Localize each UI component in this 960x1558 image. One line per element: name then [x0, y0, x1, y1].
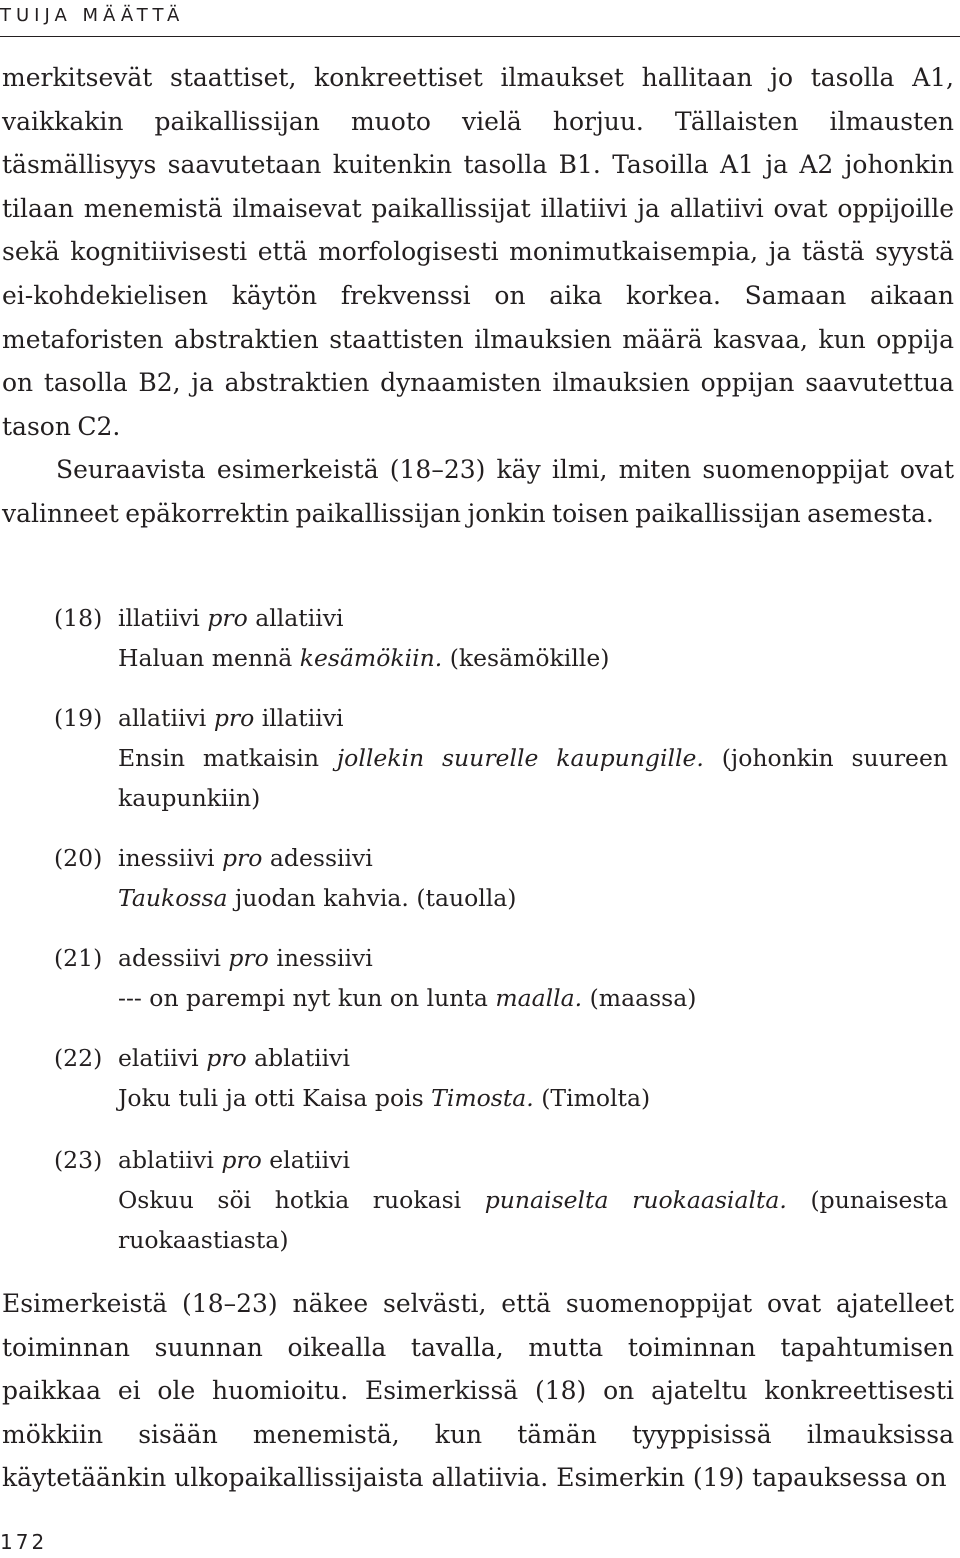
paragraph-examples-lead: Seuraavista esimerkeistä (18–23) käy ilmi, miten suomenoppijat ovat valinneet epäkorrektin paikallissijan jonkin toisen paikallissijan asemesta.	[2, 455, 954, 528]
case-used: inessiivi	[118, 844, 215, 872]
sentence-italic: Taukossa	[118, 884, 228, 912]
sentence-italic: maalla.	[495, 984, 583, 1012]
correction: (punaisesta ruokaastiasta)	[118, 1186, 948, 1254]
case-expected: adessiivi	[269, 844, 373, 872]
header-rule	[0, 36, 960, 37]
correction: (kesämökille)	[442, 644, 610, 672]
example-number: (23)	[54, 1146, 103, 1174]
example-number: (22)	[54, 1044, 103, 1072]
pro-word: pro	[221, 1146, 262, 1174]
pro-word: pro	[206, 1044, 247, 1072]
example-sentence	[118, 878, 948, 918]
case-used: allatiivi	[118, 704, 207, 732]
example-body	[118, 598, 948, 678]
sentence-pre: --- on parempi nyt kun on lunta	[118, 984, 496, 1012]
sentence-post: juodan kahvia.	[227, 884, 409, 912]
example-number: (19)	[54, 704, 103, 732]
sentence-pre: Oskuu söi hotkia ruokasi	[118, 1186, 485, 1214]
sentence-italic: kesämökiin.	[299, 644, 443, 672]
sentence-pre: Ensin matkaisin	[118, 744, 337, 772]
sentence-italic: Timosta.	[431, 1084, 534, 1112]
sentence-italic: jollekin suurelle kaupungille.	[336, 744, 704, 772]
sentence-pre: Haluan mennä	[118, 644, 300, 672]
case-expected: ablatiivi	[254, 1044, 350, 1072]
example-number: (20)	[54, 844, 103, 872]
example-case-line	[118, 598, 948, 638]
correction: (johonkin suureen kaupunkiin)	[118, 744, 949, 812]
example-case-line	[118, 698, 948, 738]
case-used: elatiivi	[118, 1044, 199, 1072]
pro-word: pro	[228, 944, 269, 972]
example-number: (21)	[54, 944, 103, 972]
example-sentence	[118, 1078, 948, 1118]
example-body	[118, 838, 948, 918]
case-expected: allatiivi	[255, 604, 344, 632]
correction: (tauolla)	[408, 884, 517, 912]
sentence-italic: punaiselta ruokaasialta.	[484, 1186, 787, 1214]
pro-word: pro	[222, 844, 263, 872]
example-body	[118, 698, 948, 818]
example-sentence	[118, 638, 948, 678]
case-expected: inessiivi	[276, 944, 373, 972]
example-case-line	[118, 1038, 948, 1078]
example-sentence	[118, 978, 948, 1018]
case-expected: illatiivi	[261, 704, 344, 732]
example-body	[118, 938, 948, 1018]
case-expected: elatiivi	[269, 1146, 350, 1174]
example-sentence	[118, 738, 948, 818]
sentence-pre: Joku tuli ja otti Kaisa pois	[118, 1084, 432, 1112]
correction: (Timolta)	[533, 1084, 651, 1112]
example-case-line	[118, 1140, 948, 1180]
example-sentence	[118, 1180, 948, 1260]
case-used: illatiivi	[118, 604, 200, 632]
correction: (maassa)	[582, 984, 697, 1012]
case-used: ablatiivi	[118, 1146, 214, 1174]
case-used: adessiivi	[118, 944, 221, 972]
page-number: 172	[0, 1530, 48, 1554]
example-number: (18)	[54, 604, 103, 632]
pro-word: pro	[207, 604, 248, 632]
running-head: TUIJA MÄÄTTÄ	[0, 5, 185, 26]
pro-word: pro	[213, 704, 255, 732]
example-body	[118, 1038, 948, 1118]
example-case-line	[118, 838, 948, 878]
paragraph-discussion: Esimerkeistä (18–23) näkee selvästi, että suomenoppijat ovat ajatelleet toiminnan suunnan oikealla tavalla, mutta toiminnan tapahtumisen paikkaa ei ole huomioitu. Esimerkissä (18) on ajateltu konkreettisesti mökkiin sisään menemistä, kun tämän tyyppisissä ilmauksissa käytetäänkin ulkopaikallissijaista allatiivia. Esimerkin (19) tapauksessa on	[2, 1289, 954, 1493]
paragraph-intro: merkitsevät staattiset, konkreettiset ilmaukset hallitaan jo tasolla A1, vaikkakin paikallissijan muoto vielä horjuu. Tällaisten ilmausten täsmällisyys saavutetaan kuitenkin tasolla B1. Tasoilla A1 ja A2 johonkin tilaan menemistä ilmaisevat paikallissijat illatiivi ja allatiivi ovat oppijoille sekä kognitiivisesti että morfologisesti monimutkaisempia, ja tästä syystä ei-kohdekielisen käytön frekvenssi on aika korkea. Samaan aikaan metaforisten abstraktien staattisten ilmauksien määrä kasvaa, kun oppija on tasolla B2, ja abstraktien dynaamisten ilmauksien oppijan saavutettua tason C2.	[2, 63, 954, 441]
example-body	[118, 1140, 948, 1260]
example-case-line	[118, 938, 948, 978]
